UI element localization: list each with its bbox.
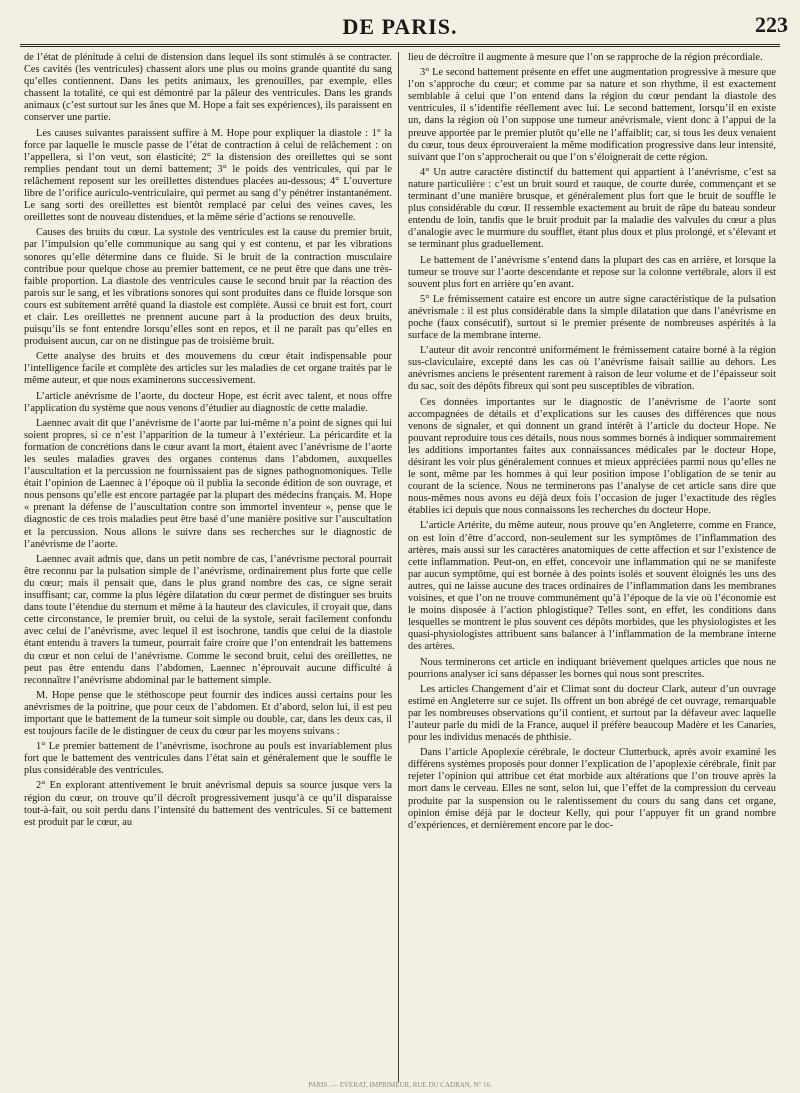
paragraph: Le battement de l’anévrisme s’entend dans la plupart des cas en arrière, et lorsque la tumeur se trouve sur l’aorte descendante et repose sur la colonne vertébrale, alors il est souvent plus fort en arrière qu’en avant. <box>408 254 776 290</box>
paragraph: 2° En explorant attentivement le bruit anévrismal depuis sa source jusque vers la région du cœur, on trouve qu’il décroît progressivement jusqu’à ce qu’il disparaisse tout-à-fait, ou soit perdu dans l’intensité du battement des ventricules. Si ce battement est produit par le cœur, au <box>24 780 392 828</box>
paragraph: Les articles Changement d’air et Climat sont du docteur Clark, auteur d’un ouvrage estimé en Angleterre sur ce sujet. Ils offrent un bon abrégé de cet ouvrage, remarquable par les nombreuses observations qu’il contient, et surtout par la défaveur avec laquelle l’auteur parle du midi de la France, auquel il préfère beaucoup Madère et les Canaries, pour les individus menacés de phthisie. <box>408 683 776 744</box>
paragraph: L’auteur dit avoir rencontré uniformément le frémissement cataire borné à la région sus-claviculaire, excepté dans les cas où l’anévrisme faisait saillie au dehors. Les anévrismes anciens le présentent rarement à raison de leur volume et de l’épaisseur soit du sac, soit des dépôts fibreux qui sont peu susceptibles de vibration. <box>408 345 776 393</box>
paragraph: 3° Le second battement présente en effet une augmentation progressive à mesure que l’on s’approche du cœur; et comme par sa nature et son rhythme, il est exactement semblable à celui que l’on entend dans la région du cœur pendant la diastole des ventricules, il s’identifie réellement avec lui. Le second battement, lorsqu’il en existe un, dans la région où l’on suppose une tumeur anévrismale, vient donc à l’appui de la preuve apportée par le premier plutôt qu’elle ne l’affaiblit; car, si tous les deux venaient du cœur, tous deux éprouveraient la même modification progressive dans leur intensité, suivant que l’on s’approcherait ou que l’on s’éloignerait de cette région. <box>408 67 776 163</box>
paragraph: Les causes suivantes paraissent suffire à M. Hope pour expliquer la diastole : 1° la force par laquelle le muscle passe de l’état de contraction à celui de relâchement : on l’appellera, si l’on veut, son élasticité; 2° la distension des oreillettes qui se sont remplies pendant tout un demi battement; 3° le poids des ventricules, qui par le relâchement reposent sur les oreillettes distendues placées au-dessous; 4° L’ouverture libre de l’orifice auriculo-ventriculaire, qui permet au sang d’y pénétrer instantanément. Le sang sorti des oreillettes est bientôt remplacé par celui des veines caves, les oreillettes sont de nouveau distendues, et la même série d’actions se renouvelle. <box>24 127 392 224</box>
paragraph: lieu de décroître il augmente à mesure que l’on se rapproche de la région précordiale. <box>408 52 763 63</box>
paragraph: Laennec avait dit que l’anévrisme de l’aorte par lui-même n’a point de signes qui lui soient propres, si ce n’est l’apparition de la tumeur à l’extérieur. La péricardite et la formation de concrétions dans le cœur avant la mort, étaient avec l’anévrisme de l’aorte les seules maladies graves des organes contenus dans l’abdomen, auxquelles l’auscultation et la percussion ne fournissaient pas de signes pathognomoniques. Telle était l’opinion de Laennec à l’époque où il publia la seconde édition de son ouvrage, et nous pensons qu’elle est encore partagée par la plupart des médecins français. M. Hope « prenant la défense de l’auscultation contre son immortel inventeur », pense que le diagnostic de ces trois maladies peut être basé d’une manière positive sur l’auscultation et la percussion. Nous allons le suivre dans ses recherches sur le diagnostic de l’anévrisme de l’aorte. <box>24 417 392 550</box>
page-number: 223 <box>755 12 788 37</box>
left-column <box>24 52 392 1082</box>
paragraph: L’article anévrisme de l’aorte, du docteur Hope, est écrit avec talent, et nous offre l’application du système que nous venons d’étudier au diagnostic de cette maladie. <box>24 390 392 414</box>
paragraph: Nous terminerons cet article en indiquant brièvement quelques articles que nous ne pourrions analyser ici sans dépasser les bornes qui nous sont prescrites. <box>408 656 776 680</box>
header-rule <box>20 44 780 47</box>
paragraph: Laennec avait admis que, dans un petit nombre de cas, l’anévrisme pectoral pourrait être reconnu par la pulsation simple de l’anévrisme, ordinairement plus forte que celle du cœur; mais il pensait que, dans le plus grand nombre des cas, ce signe serait insuffisant; car, comme la plus légère dilatation du cœur permet de distinguer ses bruits dans toute l’étendue du sternum et même à la hauteur des clavicules, il croyait que, dans cette circonstance, le premier bruit, ou celui de la systole, serait facilement confondu avec celui de l’anévrisme, avec lequel il est isochrone, tandis que celui de la diastole étant entendu à travers la tumeur, pourrait faire croire que l’on entendrait les battemens du cœur et non celui de l’anévrisme. Comme le second bruit, celui des oreillettes, ne peut pas être entendu dans l’abdomen, Laennec n’éprouvait aucune difficulté à reconnaître l’anévrisme abdominal par le battement simple. <box>24 553 392 686</box>
paragraph: 5° Le frémissement cataire est encore un autre signe caractéristique de la pulsation anévrismale : il est plus considérable dans la simple dilatation que dans l’anévrisme en poche (faux consécutif), surtout si le premier présente de nombreuses aspérités à la surface de la membrane interne. <box>408 293 776 342</box>
paragraph: M. Hope pense que le stéthoscope peut fournir des indices aussi certains pour les anévrismes de la poitrine, que pour ceux de l’abdomen. Et d’abord, selon lui, il est peu important que le battement de la tumeur soit simple ou double, car, dans les deux cas, il est toujours facile de le distinguer de ceux du cœur par les moyens suivans : <box>24 689 392 738</box>
page-header <box>0 0 800 50</box>
paragraph: L’article Artérite, du même auteur, nous prouve qu’en Angleterre, comme en France, on est loin d’être d’accord, non-seulement sur les symptômes de l’inflammation des artères, mais aussi sur les caractères anatomiques de cette affection et sur l’existence de cette inflammation. Peut-on, en effet, concevoir une inflammation qui ne se manifeste par aucun symptôme, qui est bornée à des points isolés et souvent éloignés les uns des autres, qui ne laisse aucune des traces ordinaires de l’inflammation dans les membranes voisines, et que l’on ne trouve communément qu’à l’époque de la vie où l’économie est le moins disposée à l’action phlogistique? Telles sont, en effet, les conditions dans lesquelles se montrent le plus souvent ces dépôts morbides, que les physiologistes et les quasi-physiologistes attribuent sans balancer à l’inflammation de la membrane interne des artères. <box>408 520 776 653</box>
paragraph: 4° Un autre caractère distinctif du battement qui appartient à l’anévrisme, c’est sa nature particulière : c’est un bruit sourd et rauque, de courte durée, commençant et se terminant d’une manière brusque, et généralement plus fort que le bruit de souffle le plus considérable du cœur. Il ressemble exactement au bruit de râpe du bateau sondeur entendu de loin, tandis que le bruit produit par la maladie des valvules du cœur a plus d’analogie avec le murmure du soufflet, étant plus doux et plus prolongé, et s’élevant et se terminant plus graduellement. <box>408 166 776 251</box>
column-divider <box>398 52 399 1082</box>
paragraph: 1° Le premier battement de l’anévrisme, isochrone au pouls est invariablement plus fort que le battement des ventricules dans l’état sain et généralement que le souffle le plus considérable des ventricules. <box>24 741 392 777</box>
paragraph: Dans l’article Apoplexie cérébrale, le docteur Clutterbuck, après avoir examiné les différens systèmes proposés pour donner l’explication de l’apoplexie cérébrale, finit par rejeter l’opinion qui attribue cet état morbide aux altérations que l’on trouve après la mort dans le cerveau. Elles ne sont, selon lui, que l’effet de la compression du cerveau produite par la suspension ou le ralentissement du cours du sang dans cet organe, opinion émise déjà par le docteur Kelly, qui pour l’appuyer fit un grand nombre d’expériences, et dernièrement encore par le doc- <box>408 747 776 831</box>
paragraph: Ces données importantes sur le diagnostic de l’anévrisme de l’aorte sont accompagnées de détails et d’explications sur les causes des différences que nous venons de signaler, et qui donnent un grand intérêt à l’article du docteur Hope. Ne pouvant reproduire tous ces détails, nous nous sommes bornés à indiquer sommairement les additions importantes faites aux connaissances médicales par le docteur Hope, désirant les voir plus généralement connues et mieux appréciées parmi nous qu’elles ne le sont, même par les hommes à qui leur position impose l’obligation de se tenir au courant de la science. Nous ne terminerons pas l’analyse de cet article sans dire que nous-mêmes nous avons eu déjà deux fois l’occasion de juger l’exactitude des règles établies ici depuis que nous connaissons les recherches du docteur Hope. <box>408 396 776 517</box>
running-title: DE PARIS. <box>342 14 458 39</box>
paragraph: Causes des bruits du cœur. La systole des ventricules est la cause du premier bruit, par l’impulsion qu’elle communique au sang qui y est contenu, et par les vibrations sonores qu’elle détermine dans ce fluide. Si le bruit de la contraction musculaire contribue pour quelque chose au premier battement, ce ne peut être que dans une très-faible proportion. La diastole des ventricules cause le second bruit par la réaction des parois sur le sang, et les vibrations sonores qui sont produites dans ce fluide lorsque son cours est subitement arrêté quand la diastole est complète. Aussi ce bruit est fort, court et clair. Les oreillettes ne prennent aucune part à la production des deux bruits, puisqu’ils se font entendre lorsqu’elles sont en repos, et il ne paraît pas qu’elles en produisent aucun, car on ne distingue pas de troisième bruit. <box>24 227 392 348</box>
paragraph: Cette analyse des bruits et des mouvemens du cœur était indispensable pour l’intelligence facile et complète des articles sur les maladies de cet organe traités par le même auteur, et que nous examinerons successivement. <box>24 351 392 387</box>
right-column <box>408 52 776 1082</box>
paragraph: de l’état de plénitude à celui de distension dans lequel ils sont stimulés à se contracter. Ces cavités (les ventricules) chassent alors une plus ou moins grande quantité du sang qu’elles contiennent. Dans les petits animaux, les grenouilles, par exemple, elles chassent la totalité, ce qui est démontré par la pâleur des ventricules. Dans les grands animaux (c’est surtout sur les ânes que M. Hope a fait ses expériences), ils paraissent en conserver une partie. <box>24 52 392 124</box>
imprint-footer: PARIS. — EVERAT, IMPRIMEUR, RUE DU CADRAN, N° 16. <box>308 1081 492 1089</box>
